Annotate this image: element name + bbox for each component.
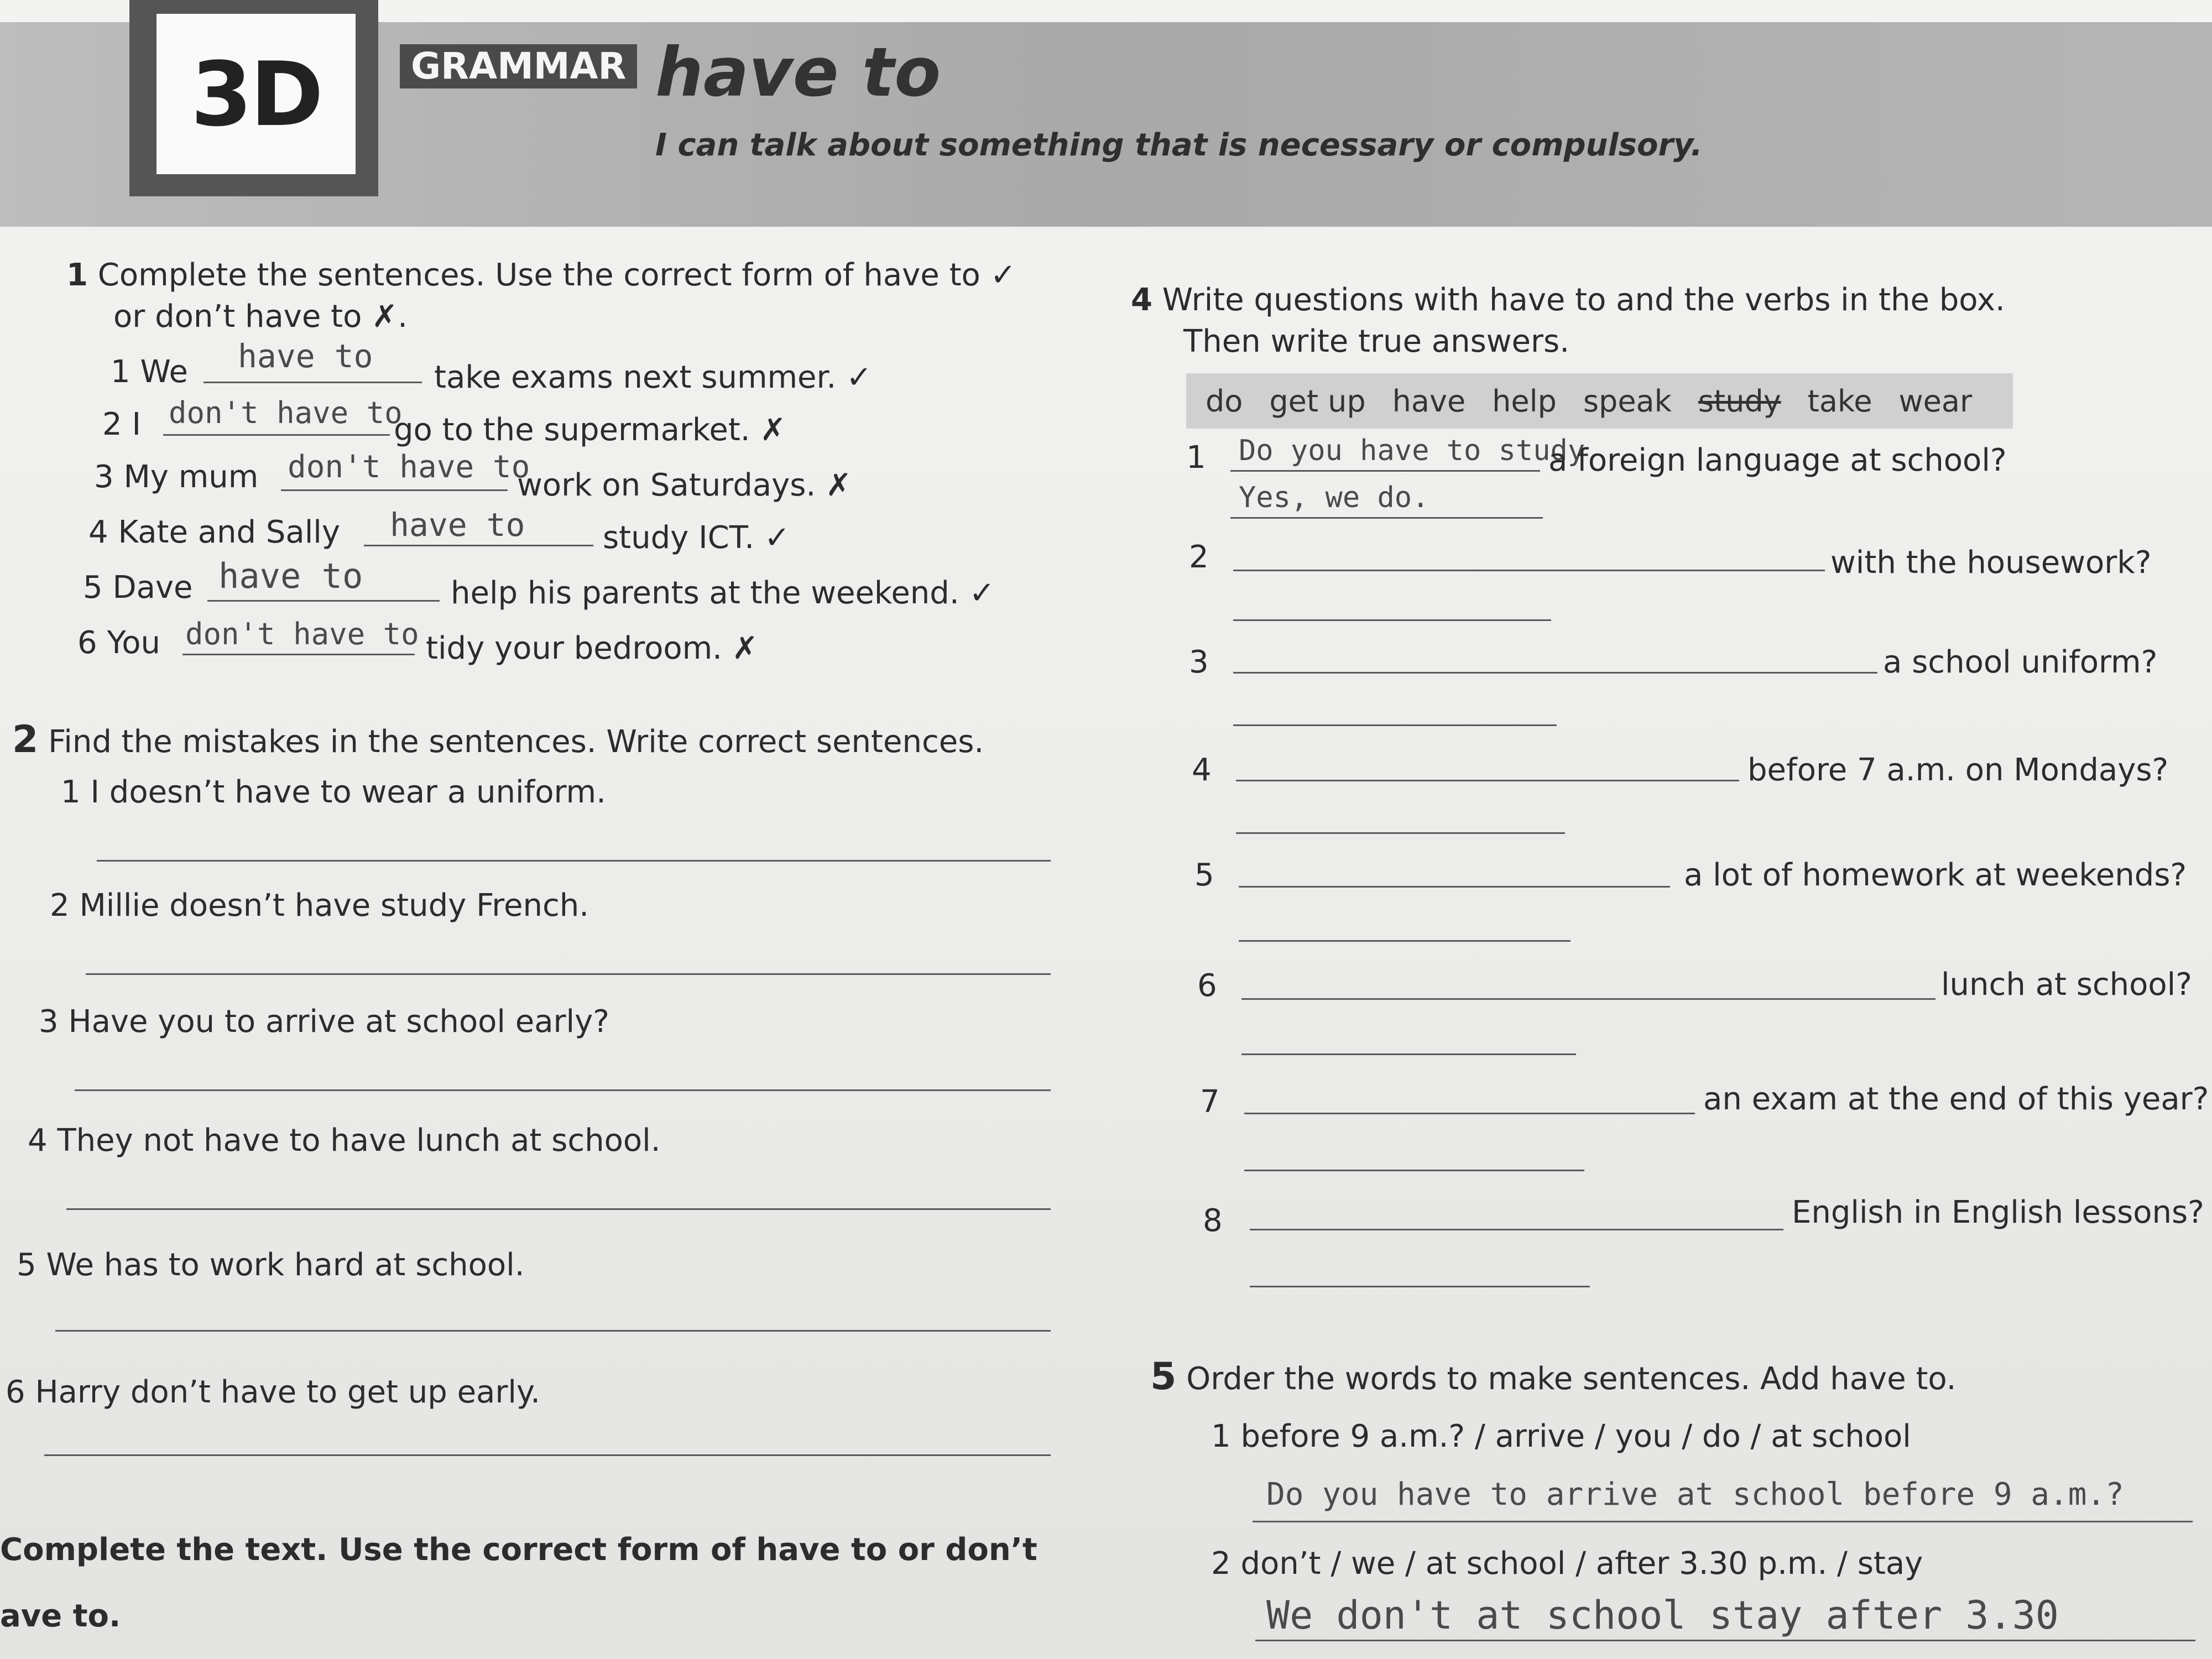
answer-line: [281, 489, 508, 491]
answer-line: [182, 654, 415, 655]
answer-line[interactable]: [66, 1208, 1051, 1210]
item-number: 1: [111, 354, 131, 390]
answer-line[interactable]: [1233, 619, 1551, 621]
item-number: 3: [39, 1004, 59, 1040]
exercise-1-number: 1: [66, 257, 88, 293]
ex1-item-3-end: work on Saturdays. ✗: [517, 467, 852, 503]
ex4-item-1-number: 1: [1186, 440, 1206, 476]
ex4-item-4-number: 4: [1192, 752, 1212, 788]
answer-line[interactable]: [44, 1454, 1051, 1456]
item-number: 5: [17, 1247, 36, 1283]
ex5-item-1: [1211, 1418, 1911, 1454]
ex2-item-1: [61, 774, 606, 810]
ex4-item-5-end: a lot of homework at weekends?: [1684, 857, 2187, 893]
ex1-item-5: [83, 570, 192, 606]
answer-line[interactable]: [1233, 570, 1825, 571]
item-start: I: [132, 406, 141, 442]
exercise-2-number: 2: [12, 718, 39, 761]
ex4-item-6-end: lunch at school?: [1941, 967, 2192, 1003]
exercise-1-instruction: [66, 257, 1016, 293]
exercise-4-instruction-line2: Then write true answers.: [1183, 324, 1570, 359]
item-number: 1: [61, 774, 81, 810]
item-number: 5: [83, 570, 103, 606]
unit-badge: [156, 14, 356, 174]
exercise-5-number: 5: [1150, 1355, 1177, 1399]
answer-line[interactable]: [97, 860, 1051, 862]
ex4-item-2-end: with the housework?: [1830, 545, 2152, 581]
ex1-answer-3[interactable]: don't have to: [288, 449, 530, 485]
ex2-item-4: [28, 1123, 661, 1159]
exercise-2-instruction: [12, 718, 984, 761]
item-words: before 9 a.m.? / arrive / you / do / at school: [1240, 1418, 1911, 1454]
answer-line[interactable]: [86, 973, 1051, 975]
answer-line[interactable]: [1250, 1229, 1783, 1230]
ex4-item-2-number: 2: [1189, 539, 1209, 575]
answer-line[interactable]: [1233, 724, 1557, 726]
verb-take: take: [1807, 383, 1872, 419]
verb-wear: wear: [1898, 383, 1973, 419]
verb-do: do: [1206, 383, 1243, 419]
exercise-4-instruction: [1131, 282, 2005, 318]
ex5-answer-1[interactable]: Do you have to arrive at school before 9 a.m.?: [1266, 1477, 2124, 1512]
exercise-3-instruction-line1: Complete the text. Use the correct form of have to or don’t: [0, 1532, 1037, 1568]
ex5-answer-2[interactable]: We don't at school stay after 3.30: [1266, 1593, 2059, 1638]
item-start: My mum: [123, 459, 259, 495]
item-number: 1: [1211, 1418, 1231, 1454]
ex1-answer-2[interactable]: don't have to: [169, 395, 403, 430]
answer-line[interactable]: [1241, 998, 1936, 1000]
ex1-answer-5[interactable]: have to: [218, 556, 363, 596]
ex1-item-1-end: take exams next summer. ✓: [434, 359, 872, 395]
item-text: Harry don’t have to get up early.: [35, 1374, 540, 1410]
ex2-item-2: [50, 888, 589, 924]
ex1-item-6: [77, 625, 160, 661]
answer-line[interactable]: [75, 1089, 1051, 1091]
item-text: We has to work hard at school.: [46, 1247, 525, 1283]
ex1-answer-1[interactable]: have to: [238, 337, 373, 375]
answer-line[interactable]: [1239, 886, 1670, 888]
answer-line: [163, 434, 390, 436]
exercise-5-instruction: [1150, 1355, 1956, 1399]
item-start: You: [107, 625, 160, 661]
answer-line[interactable]: [1244, 1113, 1695, 1114]
exercise-4-number: 4: [1131, 282, 1152, 318]
answer-line[interactable]: [1250, 1286, 1590, 1287]
ex2-item-6: [6, 1374, 540, 1410]
unit-number: 3D: [190, 42, 322, 146]
answer-line: [207, 600, 440, 602]
page-title: have to: [655, 33, 941, 112]
answer-line: [1230, 470, 1540, 472]
ex4-item-8-end: English in English lessons?: [1792, 1194, 2204, 1230]
answer-line[interactable]: [55, 1330, 1051, 1332]
answer-line[interactable]: [1241, 1053, 1576, 1055]
item-number: 3: [94, 459, 114, 495]
item-start: We: [140, 354, 188, 390]
item-number: 4: [28, 1123, 48, 1159]
learning-objective: I can talk about something that is necessary or compulsory.: [655, 127, 1703, 163]
answer-line: [1253, 1521, 2193, 1522]
ex2-item-3: [39, 1004, 609, 1040]
item-words: don’t / we / at school / after 3.30 p.m. / stay: [1240, 1546, 1923, 1582]
ex4-item-5-number: 5: [1194, 857, 1214, 893]
ex4-reply-1[interactable]: Yes, we do.: [1239, 481, 1430, 514]
ex1-item-4-end: study ICT. ✓: [603, 520, 790, 556]
item-number: 2: [102, 406, 122, 442]
answer-line: [1230, 517, 1543, 519]
ex4-item-1-end: a foreign language at school?: [1548, 442, 2007, 478]
ex4-answer-1[interactable]: Do you have to study: [1239, 434, 1585, 467]
exercise-1-instruction-line1: Complete the sentences. Use the correct form of have to ✓: [97, 257, 1016, 293]
item-number: 6: [77, 625, 97, 661]
answer-line[interactable]: [1233, 672, 1877, 674]
exercise-5-instruction-text: Order the words to make sentences. Add have to.: [1186, 1361, 1957, 1397]
item-text: I doesn’t have to wear a uniform.: [90, 774, 606, 810]
exercise-1-instruction-line2: or don’t have to ✗.: [113, 299, 408, 335]
ex1-item-2: [102, 406, 141, 442]
ex4-item-7-number: 7: [1200, 1084, 1220, 1120]
ex1-answer-4[interactable]: have to: [390, 506, 525, 544]
item-text: Millie doesn’t have study French.: [79, 888, 589, 924]
answer-line: [204, 382, 422, 383]
ex1-item-2-end: go to the supermarket. ✗: [394, 412, 786, 448]
ex1-item-1: [111, 354, 188, 390]
section-tag: GRAMMAR: [400, 44, 637, 88]
ex4-item-8-number: 8: [1203, 1203, 1223, 1239]
item-start: Kate and Sally: [118, 514, 340, 550]
exercise-3-instruction-line2: ave to.: [0, 1598, 121, 1634]
answer-line: [1255, 1640, 2195, 1641]
item-number: 2: [1211, 1546, 1231, 1582]
answer-line[interactable]: [1244, 1170, 1584, 1171]
ex1-item-3: [94, 459, 258, 495]
verb-have: have: [1392, 383, 1466, 419]
item-number: 2: [50, 888, 70, 924]
ex4-item-3-number: 3: [1189, 644, 1209, 680]
verb-get-up: get up: [1269, 383, 1366, 419]
verb-study: study: [1698, 383, 1781, 419]
exercise-2-instruction-text: Find the mistakes in the sentences. Write correct sentences.: [48, 724, 984, 760]
answer-line[interactable]: [1236, 780, 1739, 781]
ex4-item-7-end: an exam at the end of this year?: [1703, 1081, 2209, 1117]
exercise-4-instruction-line1: Write questions with have to and the verbs in the box.: [1162, 282, 2005, 318]
ex4-item-4-end: before 7 a.m. on Mondays?: [1747, 752, 2169, 788]
ex5-item-2: [1211, 1546, 1923, 1582]
answer-line[interactable]: [1236, 832, 1565, 834]
ex1-answer-6[interactable]: don't have to: [185, 617, 419, 651]
item-number: 4: [88, 514, 108, 550]
item-text: Have you to arrive at school early?: [68, 1004, 609, 1040]
ex4-item-3-end: a school uniform?: [1883, 644, 2158, 680]
item-text: They not have to have lunch at school.: [57, 1123, 661, 1159]
verb-help: help: [1492, 383, 1557, 419]
ex1-item-5-end: help his parents at the weekend. ✓: [451, 575, 995, 611]
verb-speak: speak: [1583, 383, 1672, 419]
ex1-item-6-end: tidy your bedroom. ✗: [426, 630, 758, 666]
item-start: Dave: [112, 570, 193, 606]
verb-box: [1186, 373, 2013, 429]
ex1-item-4: [88, 514, 340, 550]
ex4-item-6-number: 6: [1197, 968, 1217, 1004]
item-number: 6: [6, 1374, 25, 1410]
ex2-item-5: [17, 1247, 525, 1283]
answer-line: [364, 545, 593, 546]
answer-line[interactable]: [1239, 940, 1571, 942]
